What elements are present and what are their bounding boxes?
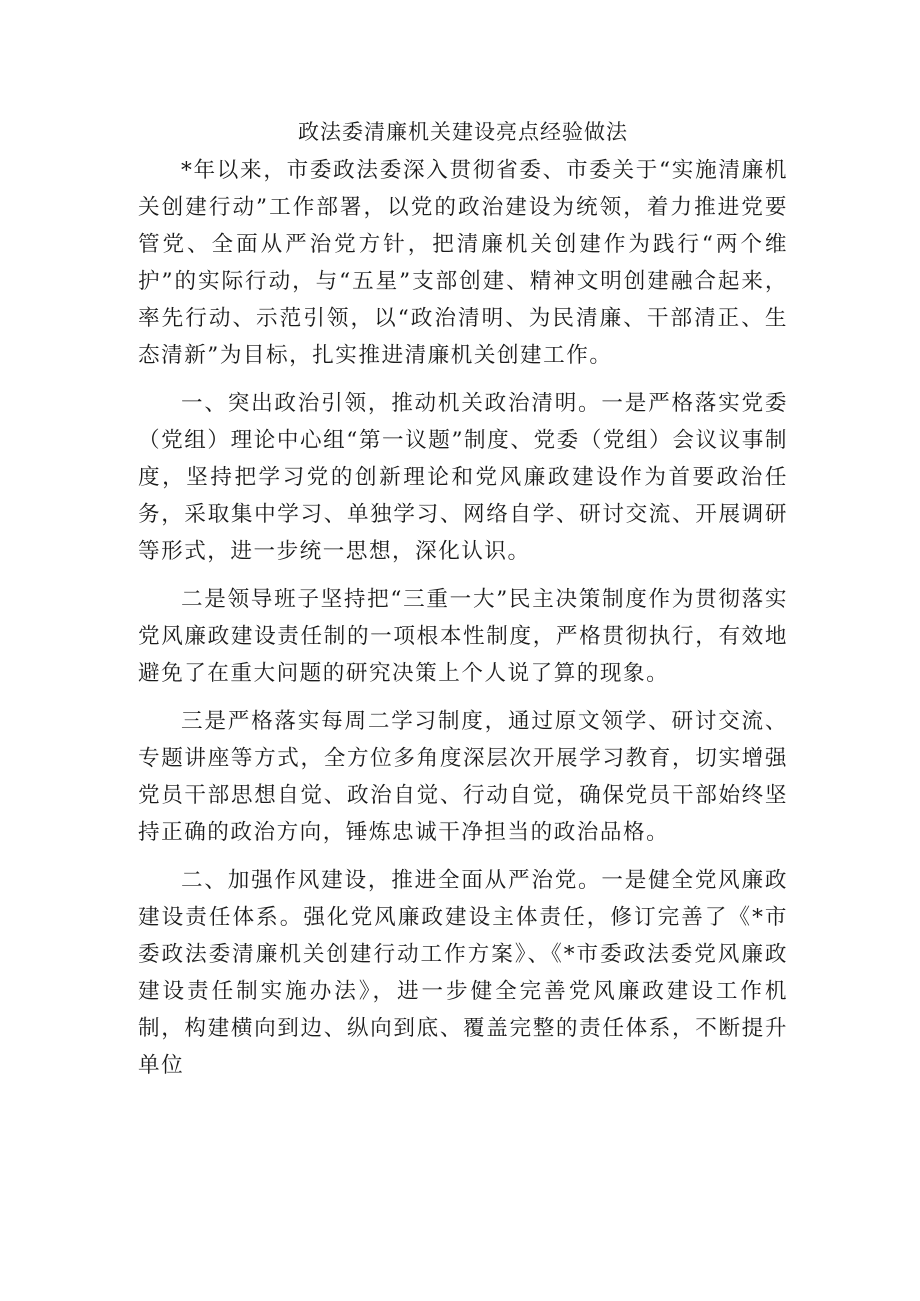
paragraph-section-2: 二、加强作风建设，推进全面从严治党。一是健全党风廉政建设责任体系。强化党风廉政建设主体责任，修订完善了《*市委政法委清廉机关创建行动工作方案》、《*市委政法委党风廉政建设责任制实施办法》，进一步健全完善党风廉政建设工作机制，构建横向到边、纵向到底、覆盖完整的责任体系，不断提升单位 <box>138 868 788 1078</box>
paragraph-section-1-point-3: 三是严格落实每周二学习制度，通过原文领学、研讨交流、专题讲座等方式，全方位多角度深层次开展学习教育，切实增强党员干部思想自觉、政治自觉、行动自觉，确保党员干部始终坚持正确的政治方向，锤炼忠诚干净担当的政治品格。 <box>138 709 788 845</box>
paragraph-intro: *年以来，市委政法委深入贯彻省委、市委关于“实施清廉机关创建行动”工作部署，以党的政治建设为统领，着力推进党要管党、全面从严治党方针，把清廉机关创建作为践行“两个维护”的实际行动，与“五星”支部创建、精神文明创建融合起来，率先行动、示范引领，以“政治清明、为民清廉、干部清正、生态清新”为目标，扎实推进清廉机关创建工作。 <box>138 158 788 368</box>
document-page <box>138 112 788 1095</box>
document-title: 政法委清廉机关建设亮点经验做法 <box>298 120 628 144</box>
paragraph-section-1: 一、突出政治引领，推动机关政治清明。一是严格落实党委（党组）理论中心组“第一议题”制度、党委（党组）会议议事制度，坚持把学习党的创新理论和党风廉政建设作为首要政治任务，采取集中学习、单独学习、网络自学、研讨交流、开展调研等形式，进一步统一思想，深化认识。 <box>138 391 788 564</box>
paragraph-section-1-point-2: 二是领导班子坚持把“三重一大”民主决策制度作为贯彻落实党风廉政建设责任制的一项根本性制度，严格贯彻执行，有效地避免了在重大问题的研究决策上个人说了算的现象。 <box>138 587 788 686</box>
